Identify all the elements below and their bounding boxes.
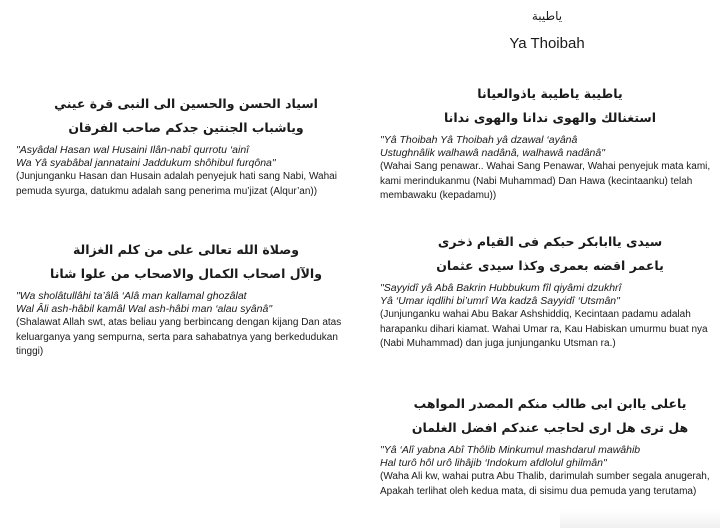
latin-line: "Asyâdal Hasan wal Husaini Ilân-nabî qurrotu ‘ainî <box>16 144 250 156</box>
arabic-line: استغنالك والهوى ندانا والهوى ندانا <box>443 110 657 125</box>
stanza-right-1 <box>380 82 720 204</box>
latin-line: "Sayyidî yâ Abâ Bakrin Hubbukum fîl qiyâmi dzukhrî <box>380 282 622 294</box>
arabic-line: اسياد الحسن والحسين الى النبى قرة عيني <box>54 96 318 111</box>
latin-line: "Yâ ‘Alî yabna Abî Thôlib Minkumul mashdarul mawâhib <box>380 444 641 456</box>
translation: (Wahai Sang penawar.. Wahai Sang Penawar, Wahai penyejuk mata kami, kami merindukanmu (Nabi Muhammad) Dan Hawa (kecintaanku) telah membawaku (kepadamu)) <box>380 161 711 201</box>
latin-line: "Wa sholâtullâhi ta’âlâ ‘Alâ man kallamal ghozâlat <box>16 290 247 302</box>
translation: (Shalawat Allah swt, atas beliau yang berbincang dengan kijang Dan atas keluarganya yang sempurna, serta para sahabatnya yang berkedudukan tinggi) <box>16 317 342 357</box>
arabic-line: وياشباب الجنتين جدكم صاحب الفرقان <box>68 120 304 135</box>
latin-line: Hal turô hôl urô lihâjib ‘Indokum afdlolul ghilmân" <box>380 456 607 469</box>
arabic-line: والآل اصحاب الكمال والاصحاب من علوا شانا <box>50 266 322 281</box>
latin-line: Yâ ‘Umar iqdlihi bi’umrî Wa kadzâ Sayyidî ‘Utsmân" <box>380 294 620 307</box>
latin-line: Wa Yâ syabâbal jannataini Jaddukum shôhibul furqôna" <box>16 156 276 169</box>
translation: (Junjunganku Hasan dan Husain adalah penyejuk hati sang Nabi, Wahai pemuda syurga, datukmu adalah sang penerima mu’jizat (Alqur’an)) <box>16 171 337 197</box>
title-latin: Ya Thoibah <box>509 35 585 52</box>
translation: (Junjunganku wahai Abu Bakar Ashshiddiq, Kecintaan padamu adalah harapanku dihari kiamat. Wahai Umar ra, Kau Habiskan umurmu buat nya (Nabi Muhammad) dan juga junjunganku Utsman ra.) <box>380 309 708 349</box>
title-arabic: ياطيبة <box>531 9 563 23</box>
latin-line: Ustughnâlik walhawâ nadânâ, walhawâ nadânâ" <box>380 146 605 159</box>
stanza-right-3 <box>380 392 720 499</box>
arabic-line: سيدى ياابابكر حبكم فى القيام ذخرى <box>437 234 663 249</box>
arabic-line: هل ترى هل ارى لحاجب عندكم افضل الغلمان <box>411 420 689 435</box>
stanza-left-2 <box>16 238 356 360</box>
latin-line: Wal Âli ash-hâbil kamâl Wal ash-hâbi man ‘alau syânâ" <box>16 302 273 315</box>
page-edge-shadow <box>560 510 720 528</box>
latin-line: "Yâ Thoibah Yâ Thoibah yâ dzawal ‘ayânâ <box>380 134 578 146</box>
stanza-left-1 <box>16 92 356 199</box>
arabic-line: ياعمر اقضه بعمرى وكذا سيدى عثمان <box>436 258 664 273</box>
translation: (Waha Ali kw, wahai putra Abu Thalib, darimulah sumber segala anugerah, Apakah terlihat oleh kedua mata, di sisimu dua pemuda yang terutama) <box>380 471 710 497</box>
arabic-line: ياعلى ياابن ابى طالب منكم المصدر المواهب <box>413 396 687 411</box>
arabic-line: وصلاة الله تعالى على من كلم الغزالة <box>72 242 300 257</box>
arabic-line: ياطيبة ياطيبة ياذوالعيانا <box>477 86 623 101</box>
stanza-right-2 <box>380 230 720 352</box>
